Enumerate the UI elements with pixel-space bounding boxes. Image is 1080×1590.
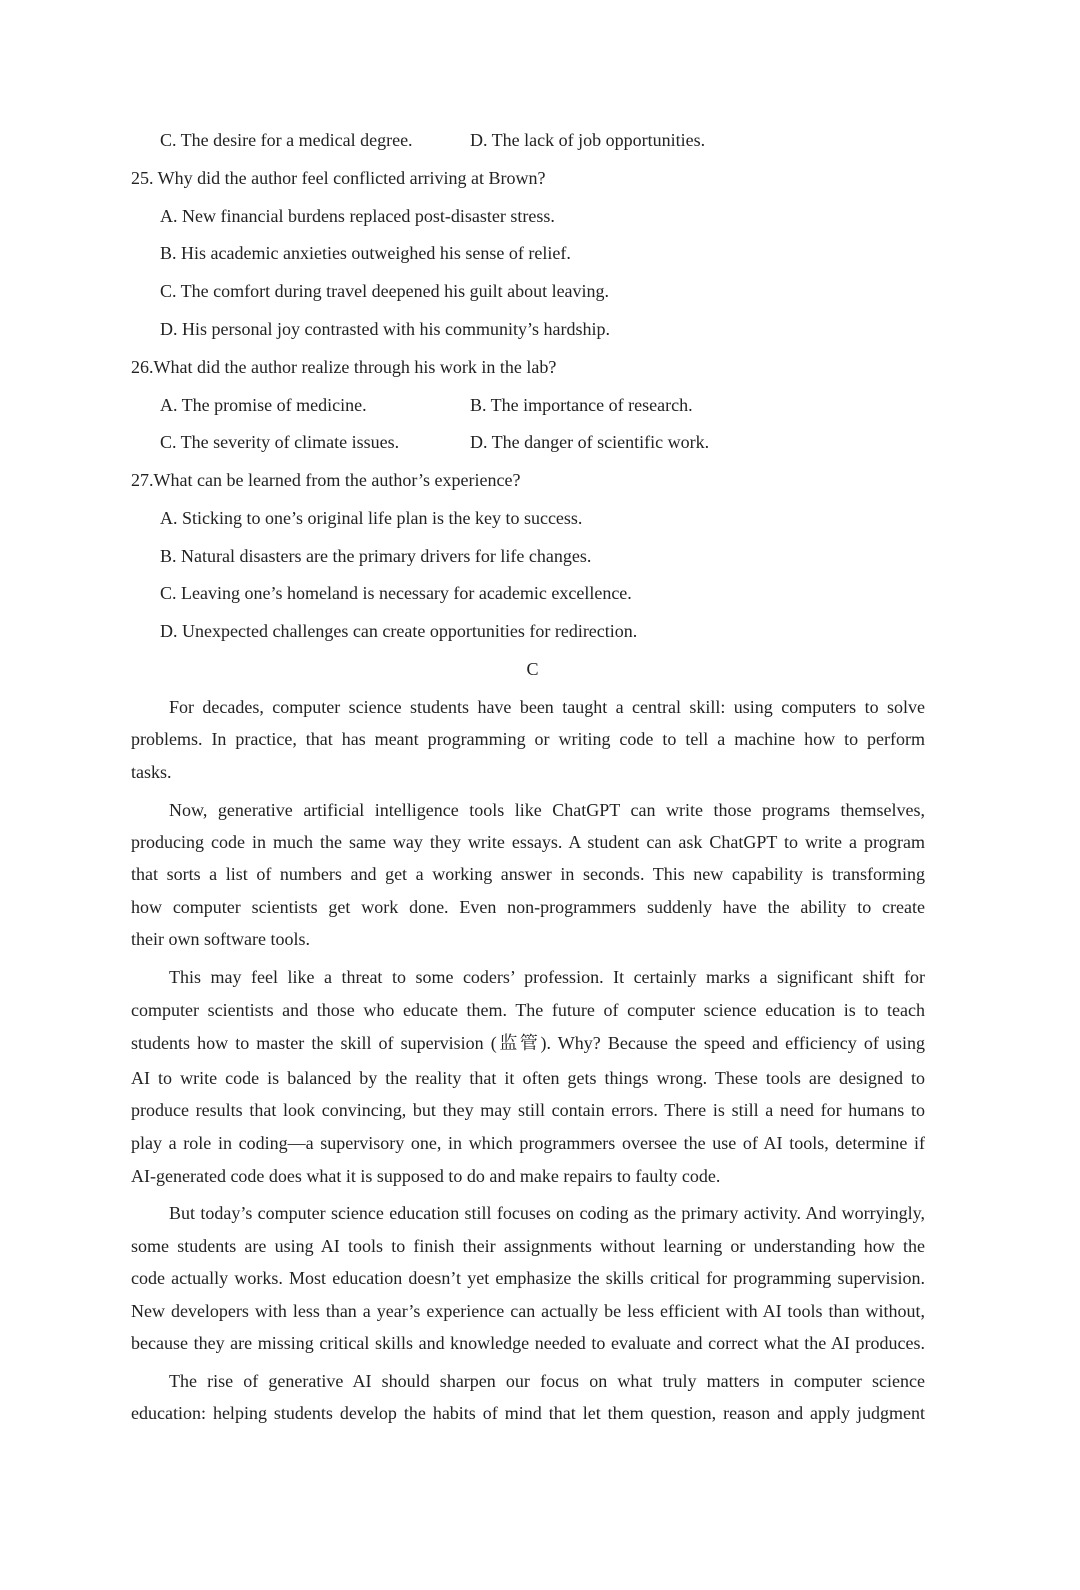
paragraph-line: computer scientists and those who educate them. The future of computer science education is to teach [131, 1000, 925, 1020]
paragraph-line: produce results that look convincing, but they may still contain errors. There is still a need for humans to [131, 1100, 925, 1120]
q26-option-b: B. The importance of research. [470, 395, 693, 415]
paragraph-line: education: helping students develop the habits of mind that let them question, reason and apply judgment [131, 1403, 925, 1423]
paragraph-line: play a role in coding—a supervisory one, in which programmers oversee the use of AI tools, determine if [131, 1133, 925, 1153]
paragraph-line: New developers with less than a year’s experience can actually be less efficient with AI tools than without, [131, 1301, 925, 1321]
q27-option-b: B. Natural disasters are the primary drivers for life changes. [160, 546, 592, 566]
q25-option-c: C. The comfort during travel deepened his guilt about leaving. [160, 281, 610, 301]
paragraph-line: some students are using AI tools to finish their assignments without learning or understanding how the [131, 1236, 925, 1256]
paragraph-line: For decades, computer science students have been taught a central skill: using computers to solve [169, 697, 925, 717]
q26-option-c: C. The severity of climate issues. [160, 432, 400, 452]
paragraph-line: This may feel like a threat to some coders’ profession. It certainly marks a significant shift for [169, 967, 925, 987]
paragraph-line: AI-generated code does what it is supposed to do and make repairs to faulty code. [131, 1166, 721, 1186]
paragraph-line: The rise of generative AI should sharpen our focus on what truly matters in computer science [169, 1371, 925, 1391]
q26-option-a: A. The promise of medicine. [160, 395, 367, 415]
paragraph-line: producing code in much the same way they write essays. A student can ask ChatGPT to write a program [131, 832, 925, 852]
paragraph-line: students how to master the skill of supervision (监管). Why? Because the speed and efficiency of using [131, 1033, 925, 1053]
q27-option-d: D. Unexpected challenges can create opportunities for redirection. [160, 621, 638, 641]
question-25: 25. Why did the author feel conflicted arriving at Brown? [131, 168, 546, 188]
q26-option-d: D. The danger of scientific work. [470, 432, 710, 452]
question-27: 27.What can be learned from the author’s experience? [131, 470, 521, 490]
paragraph-line: their own software tools. [131, 929, 310, 949]
q25-option-d: D. His personal joy contrasted with his community’s hardship. [160, 319, 610, 339]
q27-option-a: A. Sticking to one’s original life plan is the key to success. [160, 508, 583, 528]
q25-option-a: A. New financial burdens replaced post-disaster stress. [160, 206, 555, 226]
paragraph-line: Now, generative artificial intelligence tools like ChatGPT can write those programs themselves, [169, 800, 925, 820]
paragraph-line: But today’s computer science education still focuses on coding as the primary activity. And worryingly, [169, 1203, 925, 1223]
paragraph-line: AI to write code is balanced by the reality that it often gets things wrong. These tools are designed to [131, 1068, 925, 1088]
paragraph-line: code actually works. Most education doesn’t yet emphasize the skills critical for programming supervision. [131, 1268, 925, 1288]
paragraph-line: because they are missing critical skills and knowledge needed to evaluate and correct what the AI produces. [131, 1333, 925, 1353]
q24-option-c: C. The desire for a medical degree. [160, 130, 413, 150]
q27-option-c: C. Leaving one’s homeland is necessary for academic excellence. [160, 583, 632, 603]
question-26: 26.What did the author realize through his work in the lab? [131, 357, 557, 377]
paragraph-line: problems. In practice, that has meant programming or writing code to tell a machine how to perform [131, 729, 925, 749]
section-heading: C [526, 659, 539, 679]
q25-option-b: B. His academic anxieties outweighed his sense of relief. [160, 243, 571, 263]
paragraph-line: how computer scientists get work done. Even non-programmers suddenly have the ability to create [131, 897, 925, 917]
paragraph-line: tasks. [131, 762, 172, 782]
q24-option-d: D. The lack of job opportunities. [470, 130, 706, 150]
paragraph-line: that sorts a list of numbers and get a working answer in seconds. This new capability is transforming [131, 864, 925, 884]
